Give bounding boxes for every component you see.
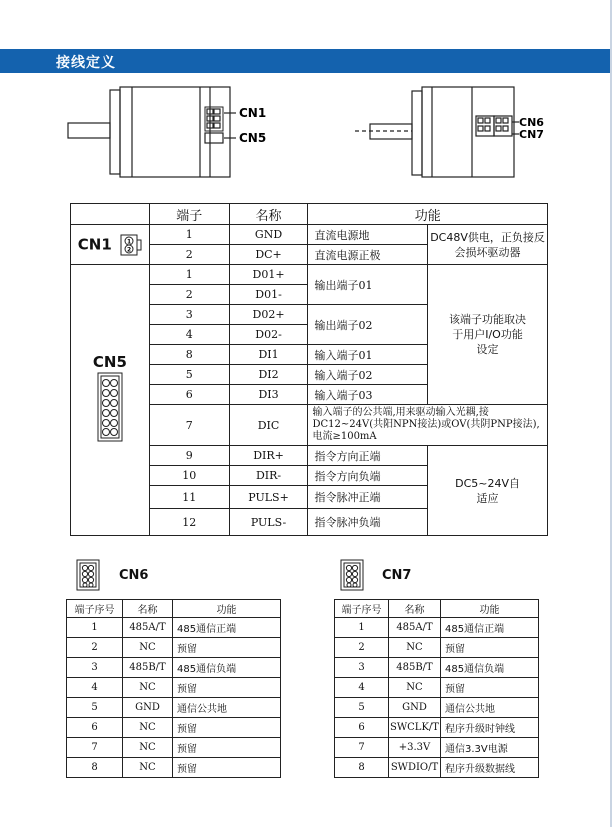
cn6-pin: 7 bbox=[67, 738, 123, 758]
io-note-text: 该端子功能取决于用户I/O功能设定 bbox=[449, 313, 527, 356]
cn6-func: 485通信负端 bbox=[173, 658, 281, 678]
header-name: 名称 bbox=[229, 204, 308, 225]
section-title: 接线定义 bbox=[56, 55, 116, 71]
cn7-pin: 7 bbox=[335, 738, 389, 758]
motor-diagram bbox=[0, 78, 610, 188]
cn5-name: DI1 bbox=[229, 345, 308, 365]
cn5-name: D02+ bbox=[229, 305, 308, 325]
cn7-pin: 8 bbox=[335, 758, 389, 778]
cn7-name: 485A/T bbox=[389, 618, 441, 638]
cn7-pin: 1 bbox=[335, 618, 389, 638]
cn6-header-func: 功能 bbox=[173, 600, 281, 618]
cn6-pin: 3 bbox=[67, 658, 123, 678]
cn5-name: PULS- bbox=[229, 509, 308, 536]
cn5-name: DIC bbox=[229, 405, 308, 446]
cn5-pin: 1 bbox=[149, 265, 229, 285]
cn6-diagram-label: CN6 bbox=[519, 116, 544, 129]
cn7-header-func: 功能 bbox=[441, 600, 539, 618]
cn1-func: 直流电源地 bbox=[308, 225, 428, 245]
cn5-name: DIR- bbox=[229, 466, 308, 486]
cn1-pin: 2 bbox=[149, 245, 229, 265]
cn7-name: NC bbox=[389, 678, 441, 698]
cn7-func: 485通信负端 bbox=[441, 658, 539, 678]
cn5-dic-func: 输入端子的公共端,用来驱动输入光耦,接DC12~24V(共阳NPN接法)或OV(共阴PNP接法),电流≥100mA bbox=[308, 405, 548, 446]
cn7-func: 485通信正端 bbox=[441, 618, 539, 638]
cn6-func: 通信公共地 bbox=[173, 698, 281, 718]
cn5-name: DIR+ bbox=[229, 446, 308, 466]
cn5-func: 输入端子01 bbox=[308, 345, 428, 365]
cn7-name: SWDIO/T bbox=[389, 758, 441, 778]
cn6-pin: 1 bbox=[67, 618, 123, 638]
header-terminal: 端子 bbox=[149, 204, 229, 225]
cn5-name: D01- bbox=[229, 285, 308, 305]
cn5-name: PULS+ bbox=[229, 486, 308, 509]
cn7-name: +3.3V bbox=[389, 738, 441, 758]
cn5-name: DI3 bbox=[229, 385, 308, 405]
cn7-connector-icon bbox=[340, 559, 364, 591]
cn6-pin: 2 bbox=[67, 638, 123, 658]
cn7-func: 程序升级时钟线 bbox=[441, 718, 539, 738]
cn6-func: 485通信正端 bbox=[173, 618, 281, 638]
page-edge-line bbox=[610, 0, 612, 827]
cn6-func: 预留 bbox=[173, 678, 281, 698]
cn5-pin: 11 bbox=[149, 486, 229, 509]
cn1-func: 直流电源正极 bbox=[308, 245, 428, 265]
cn7-func: 通信3.3V电源 bbox=[441, 738, 539, 758]
cn6-pin: 4 bbox=[67, 678, 123, 698]
cn5-pin: 4 bbox=[149, 325, 229, 345]
cn5-name: D01+ bbox=[229, 265, 308, 285]
cn5-name: DI2 bbox=[229, 365, 308, 385]
header-function: 功能 bbox=[308, 204, 548, 225]
cn5-func: 指令脉冲正端 bbox=[308, 486, 428, 509]
cn6-name: 485B/T bbox=[123, 658, 173, 678]
cn5-connector-icon bbox=[95, 371, 125, 443]
cn7-pin: 5 bbox=[335, 698, 389, 718]
cn7-diagram-label: CN7 bbox=[519, 128, 544, 141]
cn7-header-name: 名称 bbox=[389, 600, 441, 618]
cn6-pin: 6 bbox=[67, 718, 123, 738]
header-blank bbox=[71, 204, 150, 225]
cn5-pin: 7 bbox=[149, 405, 229, 446]
cn7-name: 485B/T bbox=[389, 658, 441, 678]
cn6-header-pin: 端子序号 bbox=[67, 600, 123, 618]
svg-text:2: 2 bbox=[127, 246, 132, 253]
cn6-pin: 8 bbox=[67, 758, 123, 778]
cn7-name: SWCLK/T bbox=[389, 718, 441, 738]
cn5-pulse-note bbox=[428, 446, 548, 536]
cn1-connector-icon bbox=[120, 234, 142, 256]
cn5-func: 指令脉冲负端 bbox=[308, 509, 428, 536]
cn7-func: 预留 bbox=[441, 638, 539, 658]
cn5-pin: 2 bbox=[149, 285, 229, 305]
cn6-func: 预留 bbox=[173, 638, 281, 658]
cn6-name: NC bbox=[123, 738, 173, 758]
cn6-name: NC bbox=[123, 718, 173, 738]
cn5-name: D02- bbox=[229, 325, 308, 345]
cn1-diagram-label: CN1 bbox=[239, 106, 267, 120]
cn6-pin: 5 bbox=[67, 698, 123, 718]
cn6-func: 预留 bbox=[173, 758, 281, 778]
cn5-func: 输入端子02 bbox=[308, 365, 428, 385]
cn5-func: 输入端子03 bbox=[308, 385, 428, 405]
cn7-pin: 2 bbox=[335, 638, 389, 658]
wiring-table bbox=[70, 203, 548, 536]
cn7-name: GND bbox=[389, 698, 441, 718]
cn6-label: CN6 bbox=[119, 568, 149, 583]
cn7-pin: 3 bbox=[335, 658, 389, 678]
cn5-pin: 3 bbox=[149, 305, 229, 325]
cn1-name: DC+ bbox=[229, 245, 308, 265]
cn5-out1: 输出端子01 bbox=[308, 265, 428, 305]
cn7-table bbox=[334, 599, 539, 778]
cn7-header-pin: 端子序号 bbox=[335, 600, 389, 618]
cn7-pin: 6 bbox=[335, 718, 389, 738]
cn6-table bbox=[66, 599, 281, 778]
cn5-func: 指令方向正端 bbox=[308, 446, 428, 466]
cn5-pin: 10 bbox=[149, 466, 229, 486]
cn1-name: GND bbox=[229, 225, 308, 245]
cn1-pin: 1 bbox=[149, 225, 229, 245]
cn7-name: NC bbox=[389, 638, 441, 658]
cn5-pin: 8 bbox=[149, 345, 229, 365]
cn7-func: 程序升级数据线 bbox=[441, 758, 539, 778]
pulse-note-text: DC5~24V自适应 bbox=[455, 476, 520, 505]
cn5-pin: 12 bbox=[149, 509, 229, 536]
cn1-cell bbox=[71, 225, 150, 265]
cn6-name: NC bbox=[123, 638, 173, 658]
cn6-name: GND bbox=[123, 698, 173, 718]
cn5-func: 指令方向负端 bbox=[308, 466, 428, 486]
right-motor-drawing bbox=[355, 87, 519, 177]
svg-text:1: 1 bbox=[127, 238, 132, 245]
cn7-func: 通信公共地 bbox=[441, 698, 539, 718]
cn6-name: NC bbox=[123, 758, 173, 778]
section-banner bbox=[0, 49, 610, 73]
cn7-label: CN7 bbox=[382, 568, 412, 583]
cn5-cell bbox=[71, 265, 150, 536]
cn5-io-note bbox=[428, 265, 548, 405]
cn6-connector-icon bbox=[76, 559, 100, 591]
cn7-func: 预留 bbox=[441, 678, 539, 698]
cn6-name: 485A/T bbox=[123, 618, 173, 638]
cn6-func: 预留 bbox=[173, 738, 281, 758]
cn6-func: 预留 bbox=[173, 718, 281, 738]
cn5-pin: 5 bbox=[149, 365, 229, 385]
cn5-diagram-label: CN5 bbox=[239, 131, 267, 145]
cn5-label: CN5 bbox=[92, 353, 127, 371]
cn1-note: DC48V供电，正负接反会损坏驱动器 bbox=[428, 225, 548, 265]
cn6-name: NC bbox=[123, 678, 173, 698]
cn7-pin: 4 bbox=[335, 678, 389, 698]
cn5-out2: 输出端子02 bbox=[308, 305, 428, 345]
cn6-header-name: 名称 bbox=[123, 600, 173, 618]
cn1-label: CN1 bbox=[77, 235, 112, 253]
cn5-pin: 6 bbox=[149, 385, 229, 405]
cn5-pin: 9 bbox=[149, 446, 229, 466]
left-motor-drawing bbox=[68, 87, 236, 177]
